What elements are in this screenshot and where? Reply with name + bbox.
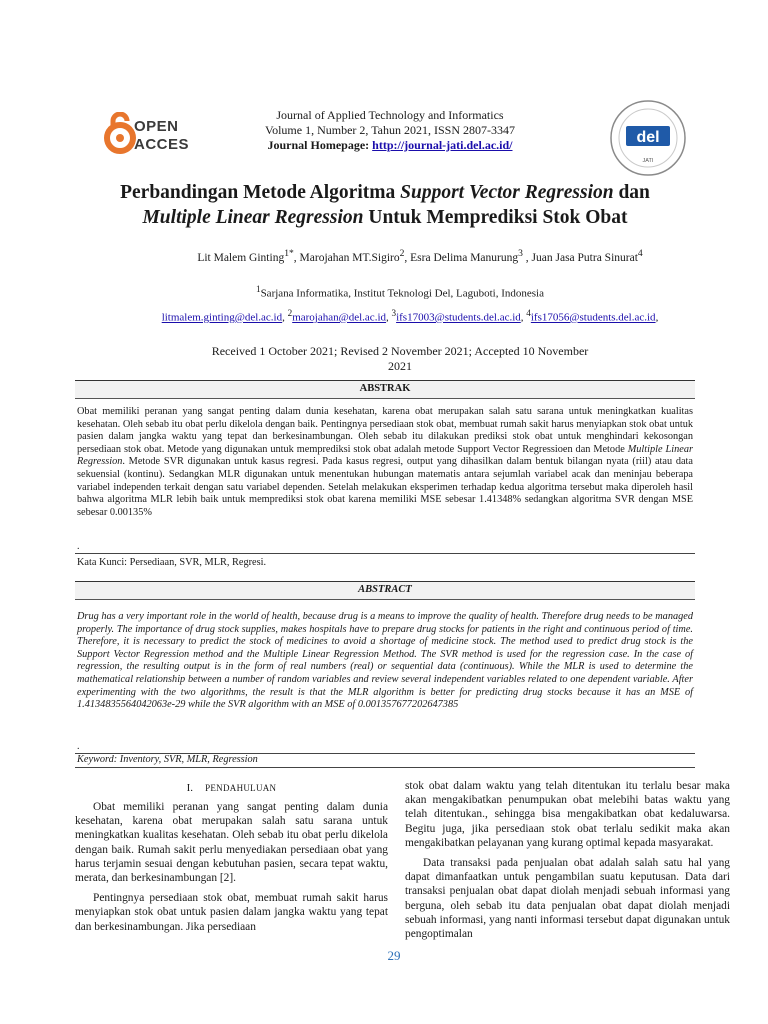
email-1[interactable]: litmalem.ginting@del.ac.id xyxy=(161,311,283,324)
left-paragraph-1: Obat memiliki peranan yang sangat penting dalam dunia kesehatan, karena obat merupakan salah satu sarana untuk meningkatkan kualitas kesehatan. Oleh sebab itu obat perlu dikelola dengan baik. Rumah sakit perlu menyediakan persediaan obat yang harus terjamin sesuai dengan kebutuhan pasien, secara tepat waktu, merata, dan berkesinambungan [2]. xyxy=(75,801,388,885)
affiliation xyxy=(120,284,680,300)
abstrak-keywords: Kata Kunci: Persediaan, SVR, MLR, Regresi. xyxy=(77,557,267,568)
homepage-link[interactable]: http://journal-jati.del.ac.id/ xyxy=(372,138,513,152)
email-4-sup: 4 xyxy=(526,308,531,318)
author-4-sup: 4 xyxy=(637,248,643,259)
email-3-sup: 3 xyxy=(391,308,397,318)
received-line: Received 1 October 2021; Revised 2 November 2021; Accepted 10 November xyxy=(211,344,589,358)
page-number: 29 xyxy=(387,948,401,963)
author-1-sup: 1* xyxy=(284,248,294,259)
journal-logo xyxy=(608,98,688,178)
title-text-3: Untuk Memprediksi Stok Obat xyxy=(363,207,628,228)
right-paragraph-1: stok obat dalam waktu yang telah ditentukan itu terlalu besar maka akan mengakibatkan penumpukan obat melebihi batas waktu yang telah ditentukan., sehingga bisa mengakibatkan obat kedaluwarsa. Begitu juga, jika persediaan stok obat terlalu sedikit maka akan mengakibatkan pelayanan yang kurang optimal kepada masyarakat. xyxy=(405,780,730,849)
author-2-sup: 2 xyxy=(399,248,405,259)
abstract-bottom-rule xyxy=(75,767,695,768)
author-3-sup: 3 xyxy=(518,248,523,259)
abstract-dot: . xyxy=(77,741,80,752)
left-paragraph-2: Pentingnya persediaan stok obat, membuat rumah sakit harus menyiapkan stok obat untuk pasien dalam jangka waktu yang tepat dan berkesinambungan. Jika persediaan xyxy=(75,892,388,933)
journal-name: Journal of Applied Technology and Informatics xyxy=(276,108,504,122)
abstrak-divider xyxy=(75,553,695,554)
journal-volume: Volume 1, Number 2, Tahun 2021, ISSN 2807-3347 xyxy=(264,123,516,137)
open-access-logo xyxy=(100,108,190,164)
abstract-keywords: Keyword: Inventory, SVR, MLR, Regression xyxy=(77,754,258,765)
logo-line2: ACCES xyxy=(134,136,190,153)
journal-seal-icon xyxy=(608,98,688,178)
journal-header xyxy=(230,108,550,153)
homepage-label: Journal Homepage: xyxy=(267,138,370,152)
received-year: 2021 xyxy=(388,359,412,373)
title-text-2: dan xyxy=(613,182,650,203)
title-text-1: Perbandingan Metode Algoritma xyxy=(120,182,401,203)
journal-logo-text: del xyxy=(636,129,660,146)
author-list: Lit Malem Ginting$^{1*}$, Marojahan MT.Sigiro$^2$, Esra Delima Manurung$^3$ , Juan Jasa Putra Sinurat$^4$ xyxy=(197,248,643,264)
author-1: Lit Malem Ginting xyxy=(197,251,285,264)
abstrak-italic: Multiple Linear Regression xyxy=(77,443,693,468)
right-paragraph-2: Data transaksi pada penjualan obat adalah salah satu hal yang dapat dimanfaatkan untuk pengambilan suatu keputusan. Data dari transaksi penjualan obat dapat diolah menjadi sebuah informasi yang berguna, oleh sebab itu data penjualan obat dapat diolah menjadi sebuah informasi, yang nanti informasi tersebut dapat digunakan untuk pengoptimalan xyxy=(405,857,730,941)
abstrak-heading: ABSTRAK xyxy=(75,380,695,399)
email-list: litmalem.ginting@del.ac.id, $^2$marojahan@del.ac.id, $^3$ifs17003@students.del.ac.id, $^4$ifs17056@students.del.ac.id, xyxy=(161,308,659,324)
abstract-heading: ABSTRACT xyxy=(75,581,695,600)
abstract-text: Drug has a very important role in the world of health, because drug is a means to improve the quality of health. Therefore drug needs to be managed properly. The importance of drug stock supplies, makes hospitals have to prepare drug stocks for patients in the right and continuous period of time. Therefore, it is necessary to predict the stock of medicines to avoid a shortage of medicine stock. The method used to predict drug stock is the Support Vector Regression method and the Multiple Linear Regression Method. The SVR method is used for the regression case. In the case of regression, the resulting output is in the form of real numbers (real) or sequential data (continuous). While the MLR is used to determine the mathematical relationship between a number of random variables and review several independent variables related to one dependent variable. After experimenting with the two algorithms, the result is that the MLR algorithm is better for predicting drug stocks because it has an MSE of 1.4134835564042063e-29 while the SVR algorithm with an MSE of 0.001357677202647385 xyxy=(77,611,693,711)
author-2: Marojahan MT.Sigiro xyxy=(299,251,400,264)
abstrak-text-1: Obat memiliki peranan yang sangat penting dalam dunia kesehatan, karena obat merupakan salah satu sarana untuk meningkatkan kualitas kesehatan. Oleh sebab itu obat perlu dikelola dengan baik. Pentingnya persediaan stok obat, membuat rumah sakit harus menyiapkan stok obat untuk pasien dalam jangka waktu yang tepat dan berkesinambungan. Oleh sebab itu dilakukan prediksi stok obat untuk menghindari kekosongan persediaan stok obat. Metode yang digunakan untuk memprediksi stok obat adalah metode Support Vector Regressioen dan Metode xyxy=(77,406,693,455)
abstrak-text xyxy=(77,406,693,519)
abstrak-dot: . xyxy=(77,541,80,552)
affiliation-text: Sarjana Informatika, Institut Teknologi Del, Laguboti, Indonesia xyxy=(260,287,544,300)
title-italic-2: Multiple Linear Regression xyxy=(142,207,364,228)
affiliation-sup: 1 xyxy=(255,284,261,294)
email-4[interactable]: ifs17056@students.del.ac.id xyxy=(530,311,656,324)
abstrak-text-2: . Metode SVR digunakan untuk kasus regresi. Pada kasus regresi, output yang dihasilkan dalam bentuk bilangan nyata (riil) atau data sekuensial (kontinu). Sedangkan MLR digunakan untuk menentukan hubungan matematis antara sejumlah variabel acak dan meninjau beberapa variabel independen terkait dengan satu variabel dependen. Setelah melakukan eksperimen terhadap kedua algoritma tersebut maka diperoleh hasil bahwa algoritma MLR lebih baik untuk memprediksi stok obat karena memiliki MSE sebesar 1.41348% sedangkan algoritma SVR dengan MSE sebesar 0.00135% xyxy=(77,456,693,518)
email-3[interactable]: ifs17003@students.del.ac.id xyxy=(396,311,521,324)
paper-title xyxy=(80,180,690,230)
section-number: I. xyxy=(186,782,194,794)
author-3: Esra Delima Manurung xyxy=(410,251,519,264)
body-right-column xyxy=(405,779,730,941)
received-dates xyxy=(180,344,620,374)
body-left-column xyxy=(75,800,388,934)
journal-logo-label: JATI xyxy=(642,158,654,164)
email-2-sup: 2 xyxy=(287,308,293,318)
title-italic-1: Support Vector Regression xyxy=(400,182,614,203)
section-title: PENDAHULUAN xyxy=(205,783,277,793)
section-heading xyxy=(75,782,388,794)
email-2[interactable]: marojahan@del.ac.id xyxy=(292,311,386,324)
logo-line1: OPEN xyxy=(134,118,179,135)
author-4: Juan Jasa Putra Sinurat xyxy=(531,251,638,264)
journal-homepage xyxy=(230,138,550,153)
